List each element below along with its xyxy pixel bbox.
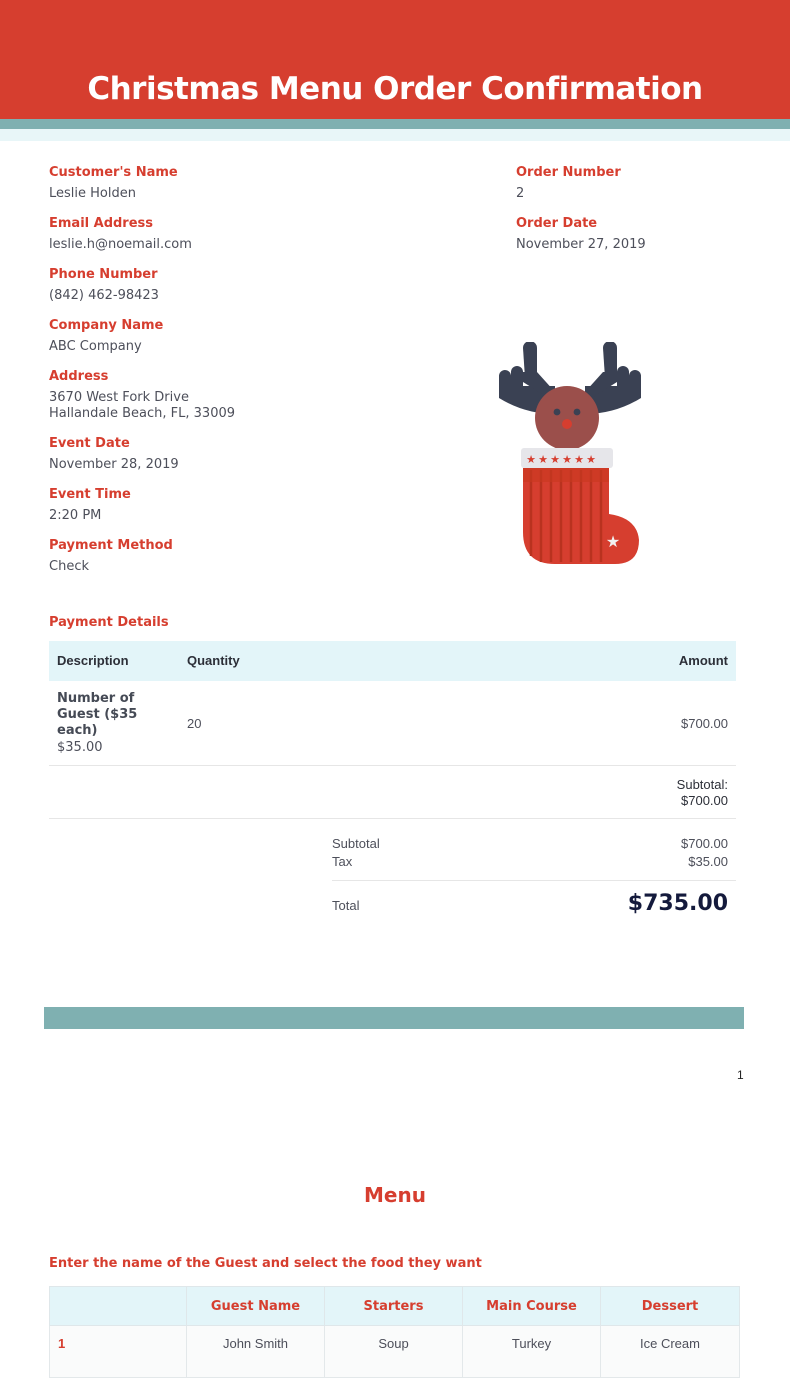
menu-header-number xyxy=(50,1287,187,1326)
menu-header-dessert: Dessert xyxy=(601,1287,740,1326)
header-divider-light xyxy=(0,129,790,141)
footer-bar xyxy=(44,1007,744,1029)
field-value: ABC Company xyxy=(49,339,142,354)
event-date-field xyxy=(49,435,179,473)
svg-text:★: ★ xyxy=(605,532,621,551)
field-label: Address xyxy=(49,369,109,384)
summary-tax-label: Tax xyxy=(332,854,353,869)
dessert-select[interactable]: Ice Cream xyxy=(601,1326,740,1378)
field-label: Customer's Name xyxy=(49,165,178,180)
quantity-header: Quantity xyxy=(187,653,240,668)
reindeer-in-christmas-stocking-icon xyxy=(495,342,645,567)
menu-instruction: Enter the name of the Guest and select the food they want xyxy=(49,1256,482,1271)
field-label: Email Address xyxy=(49,216,154,231)
main-course-select[interactable]: Turkey xyxy=(463,1326,601,1378)
email-field xyxy=(49,215,192,253)
description-header: Description xyxy=(57,653,129,668)
menu-header-starters: Starters xyxy=(325,1287,463,1326)
item-description: Number of Guest ($35 each) xyxy=(57,691,138,738)
page-title: Christmas Menu Order Confirmation xyxy=(87,71,703,107)
svg-text:★: ★ xyxy=(538,453,548,466)
field-value: November 27, 2019 xyxy=(516,237,646,252)
menu-header-guest-name: Guest Name xyxy=(187,1287,325,1326)
item-amount: $700.00 xyxy=(681,716,728,731)
summary-tax-value: $35.00 xyxy=(688,854,728,869)
header-divider xyxy=(0,119,790,129)
row-divider xyxy=(49,818,736,819)
menu-table xyxy=(49,1286,740,1378)
field-label: Payment Method xyxy=(49,538,173,553)
payment-method-field xyxy=(49,537,173,575)
header-banner xyxy=(0,0,790,119)
table-row xyxy=(50,1326,740,1378)
company-field xyxy=(49,317,163,355)
field-label: Event Date xyxy=(49,436,130,451)
row-number: 1 xyxy=(50,1326,187,1378)
field-value: Hallandale Beach, FL, 33009 xyxy=(49,406,236,421)
field-value: 2:20 PM xyxy=(49,508,102,523)
guest-name-input[interactable]: John Smith xyxy=(187,1326,325,1378)
svg-text:★: ★ xyxy=(562,453,572,466)
payment-table-header xyxy=(49,641,736,681)
item-quantity: 20 xyxy=(187,716,202,731)
starters-select[interactable]: Soup xyxy=(325,1326,463,1378)
field-value: leslie.h@noemail.com xyxy=(49,237,192,252)
field-label: Event Time xyxy=(49,487,131,502)
menu-header-row xyxy=(50,1287,740,1326)
item-unit-price: $35.00 xyxy=(57,740,103,755)
field-value: 3670 West Fork Drive xyxy=(49,390,189,405)
total-value: $735.00 xyxy=(627,891,728,916)
total-label: Total xyxy=(332,898,360,913)
svg-text:★: ★ xyxy=(526,453,536,466)
field-value: November 28, 2019 xyxy=(49,457,179,472)
field-value: (842) 462-98423 xyxy=(49,288,159,303)
page-number: 1 xyxy=(737,1068,744,1082)
field-value: Check xyxy=(49,559,89,574)
table-subtotal-value: $700.00 xyxy=(681,793,728,808)
summary-subtotal-label: Subtotal xyxy=(332,836,380,851)
customer-name-field xyxy=(49,164,178,202)
svg-text:★: ★ xyxy=(586,453,596,466)
field-value: 2 xyxy=(516,186,525,201)
menu-title: Menu xyxy=(364,1183,426,1207)
field-label: Order Date xyxy=(516,216,598,231)
svg-text:★: ★ xyxy=(550,453,560,466)
payment-details-title: Payment Details xyxy=(49,615,169,630)
amount-header: Amount xyxy=(678,653,728,668)
order-date-field xyxy=(516,215,646,253)
field-label: Phone Number xyxy=(49,267,158,282)
field-label: Order Number xyxy=(516,165,621,180)
event-time-field xyxy=(49,486,131,524)
summary-divider xyxy=(332,880,736,881)
field-label: Company Name xyxy=(49,318,164,333)
table-subtotal-label: Subtotal: xyxy=(676,777,728,792)
order-number-field xyxy=(516,164,621,202)
address-field xyxy=(49,368,235,422)
summary-subtotal-value: $700.00 xyxy=(681,836,728,851)
row-divider xyxy=(49,765,736,766)
field-value: Leslie Holden xyxy=(49,186,136,201)
menu-header-main-course: Main Course xyxy=(463,1287,601,1326)
phone-field xyxy=(49,266,159,304)
svg-text:★: ★ xyxy=(574,453,584,466)
